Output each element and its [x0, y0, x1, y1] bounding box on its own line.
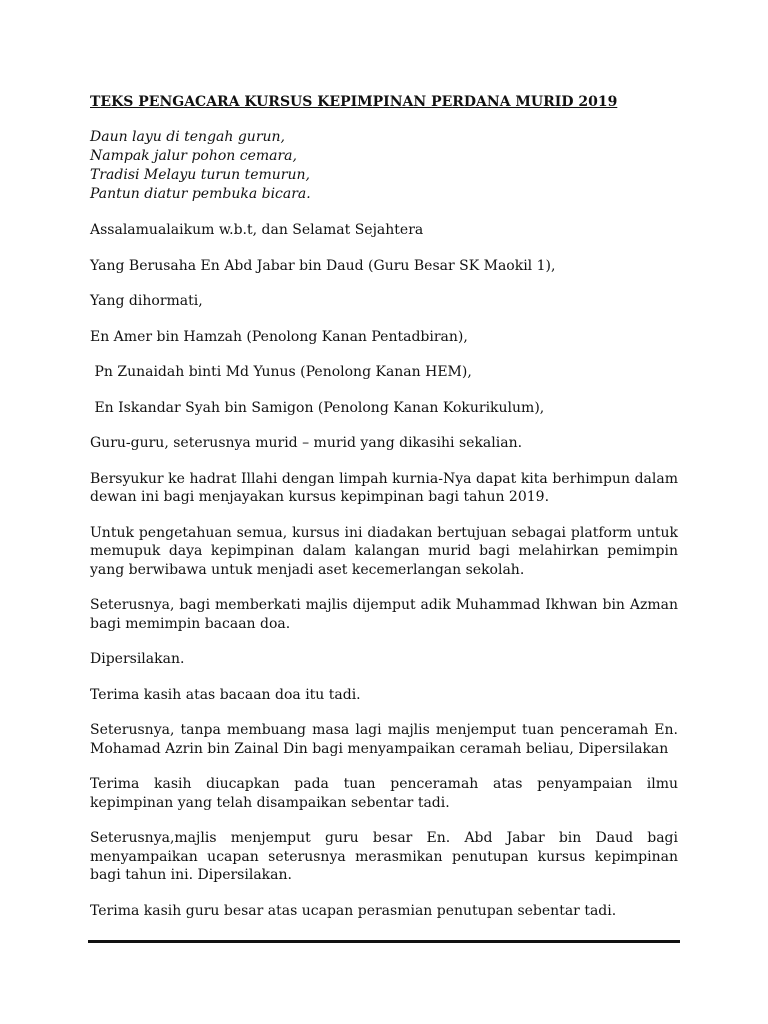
document-title: TEKS PENGACARA KURSUS KEPIMPINAN PERDANA MURID 2019: [90, 94, 618, 110]
teachers-students-paragraph: Guru-guru, seterusnya murid – murid yang dikasihi sekalian.: [90, 435, 523, 451]
invitation-paragraph: Dipersilakan.: [90, 651, 185, 667]
greeting-paragraph: Assalamualaikum w.b.t, dan Selamat Sejahtera: [90, 222, 424, 238]
speaker-invite-paragraph: Seterusnya, tanpa membuang masa lagi majlis menjemput tuan penceramah En. Mohamad Azrin bin Zainal Din bagi menyampaikan ceramah beliau, Dipersilakan: [90, 722, 678, 757]
pantun-line: Daun layu di tengah gurun,: [90, 129, 286, 145]
speaker-thanks-paragraph: Terima kasih diucapkan pada tuan penceramah atas penyampaian ilmu kepimpinan yang telah disampaikan sebentar tadi.: [90, 776, 678, 811]
purpose-paragraph: Untuk pengetahuan semua, kursus ini diadakan bertujuan sebagai platform untuk memupuk daya kepimpinan dalam kalangan murid bagi melahirkan pemimpin yang berwibawa untuk menjadi aset kecemerlangan sekolah.: [90, 524, 678, 578]
prayer-invite-paragraph: Seterusnya, bagi memberkati majlis dijemput adik Muhammad Ikhwan bin Azman bagi memimpin bacaan doa.: [90, 597, 678, 632]
gratitude-paragraph: Bersyukur ke hadrat Illahi dengan limpah kurnia-Nya dapat kita berhimpun dalam dewan ini bagi menjayakan kursus kepimpinan bagi tahun 2019.: [90, 470, 678, 505]
closing-invite-paragraph: Seterusnya,majlis menjemput guru besar En. Abd Jabar bin Daud bagi menyampaikan ucapan seterusnya merasmikan penutupan kursus kepimpinan bagi tahun ini. Dipersilakan.: [90, 830, 678, 883]
guest-paragraph: En Iskandar Syah bin Samigon (Penolong Kanan Kokurikulum),: [90, 399, 545, 416]
bottom-divider: [88, 940, 680, 943]
pantun-line: Pantun diatur pembuka bicara.: [90, 186, 311, 202]
honored-paragraph: Yang dihormati,: [90, 293, 203, 309]
guest-paragraph: En Amer bin Hamzah (Penolong Kanan Pentadbiran),: [90, 328, 468, 345]
honorific-head-paragraph: Yang Berusaha En Abd Jabar bin Daud (Guru Besar SK Maokil 1),: [90, 257, 556, 274]
prayer-thanks-paragraph: Terima kasih atas bacaan doa itu tadi.: [90, 686, 361, 703]
pantun: [90, 128, 678, 204]
closing-thanks-paragraph: Terima kasih guru besar atas ucapan perasmian penutupan sebentar tadi.: [90, 902, 617, 919]
guest-paragraph: Pn Zunaidah binti Md Yunus (Penolong Kanan HEM),: [90, 364, 472, 380]
pantun-line: Nampak jalur pohon cemara,: [90, 148, 297, 164]
document-page: [90, 93, 678, 937]
pantun-line: Tradisi Melayu turun temurun,: [90, 167, 310, 183]
